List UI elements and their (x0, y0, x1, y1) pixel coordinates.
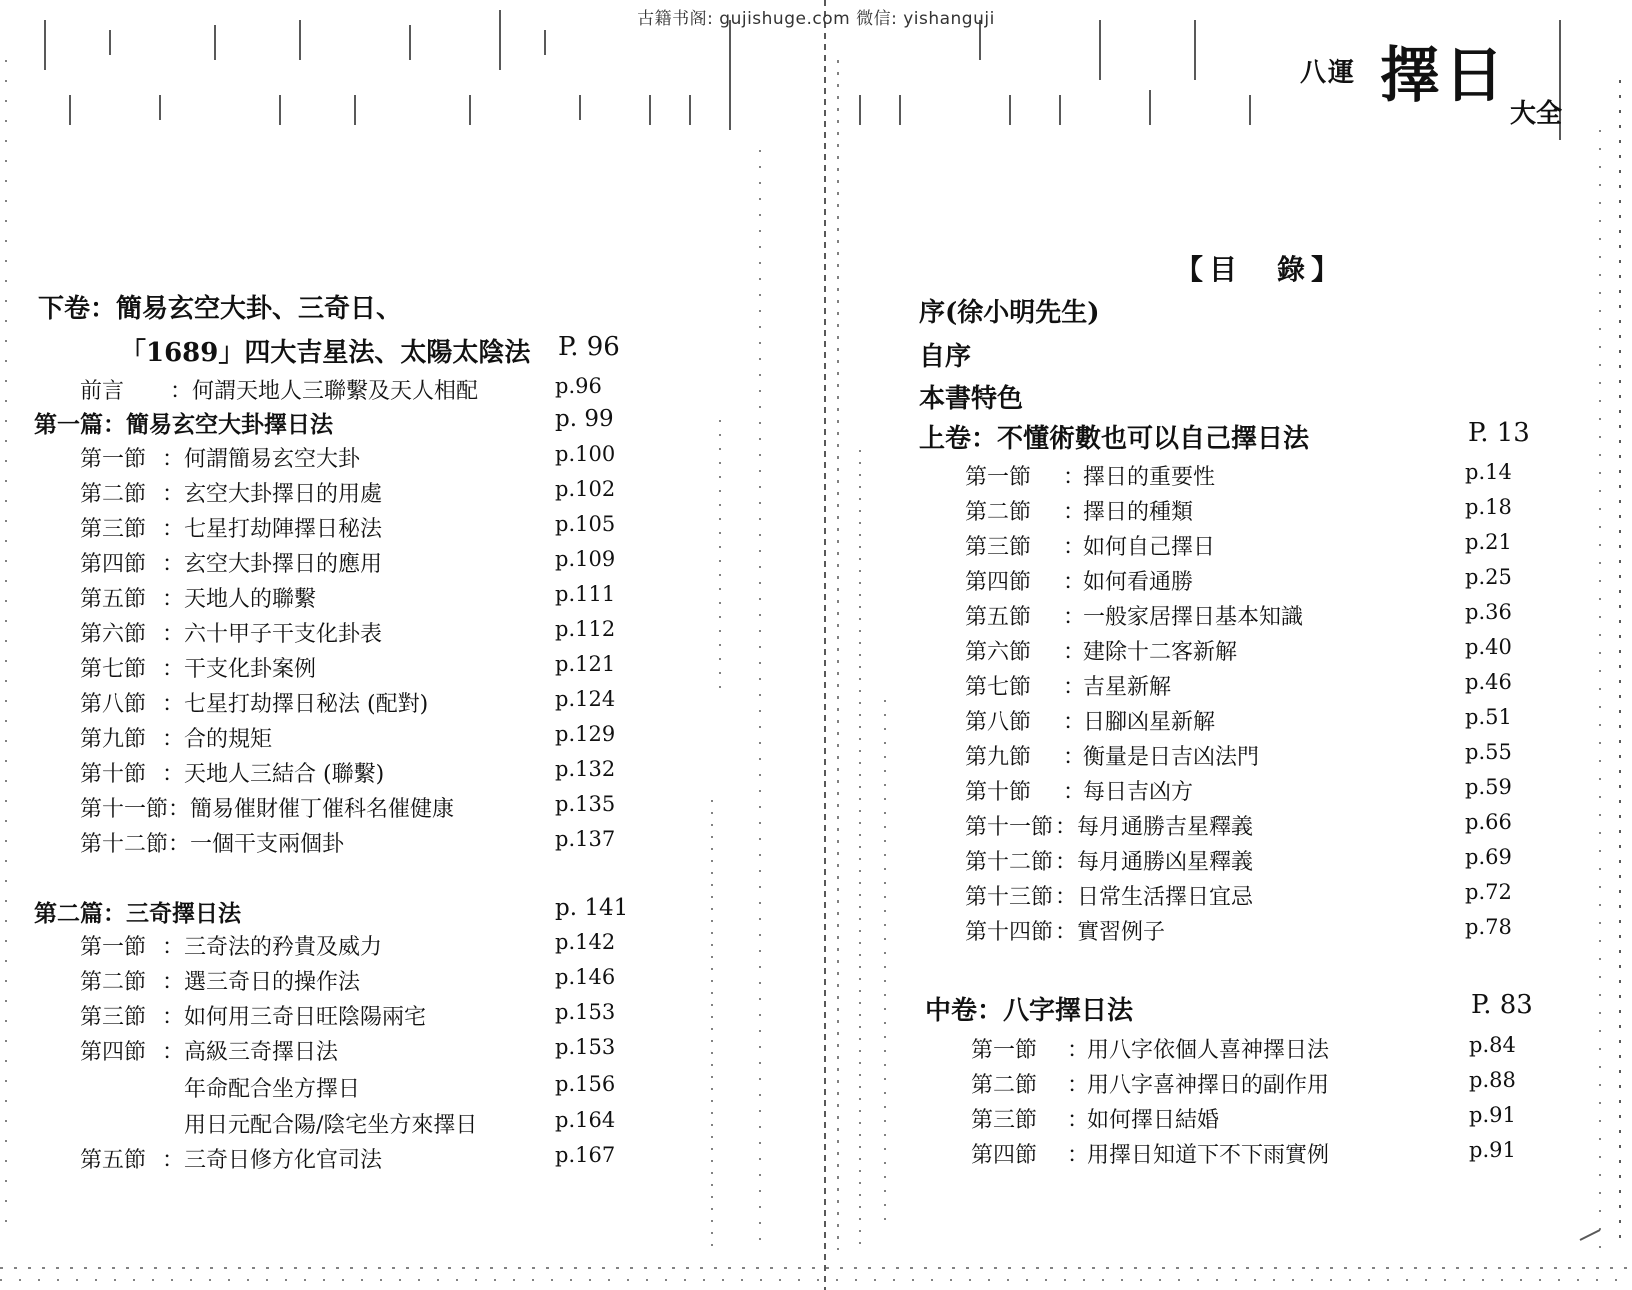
row-title: 如何看通勝 (1083, 570, 1194, 595)
watermark: 古籍书阁: gujishuge.com 微信: yishanguji (637, 9, 995, 29)
chapter1-page: p. 99 (555, 406, 614, 432)
row-title: 擇日的種類 (1083, 500, 1194, 525)
row-page: p.66 (1465, 810, 1512, 834)
row-colon: ： (1055, 885, 1078, 910)
row-page: p.14 (1465, 460, 1512, 484)
row-label: 第五節 (965, 605, 1032, 630)
row-label: 第五節 (80, 1148, 147, 1173)
chapter2-heading: 第二篇：三奇擇日法 (34, 900, 241, 927)
row-colon: ： (1063, 535, 1086, 560)
row-page: p.164 (555, 1108, 616, 1132)
row-colon: ： (162, 935, 185, 960)
row-label: 第二節 (80, 970, 147, 995)
row-colon: ： (162, 727, 185, 752)
row-label: 第十三節 (965, 885, 1054, 910)
row-label: 第六節 (80, 622, 147, 647)
row-label: 第八節 (80, 692, 147, 717)
row-label: 第二節 (80, 482, 147, 507)
row-colon: ： (162, 1005, 185, 1030)
row-page: p.51 (1465, 705, 1512, 729)
row-colon: ： (1067, 1038, 1090, 1063)
row-title: 實習例子 (1077, 920, 1166, 945)
row-colon: ： (162, 517, 185, 542)
left-page (30, 0, 650, 1290)
row-title: 天地人的聯繫 (184, 587, 317, 612)
row-title: 七星打劫陣擇日秘法 (184, 517, 383, 542)
row-page: p.40 (1465, 635, 1512, 659)
part-heading-line1: 下卷：簡易玄空大卦、三奇日、 (38, 294, 403, 324)
row-title: 每月通勝凶星釋義 (1077, 850, 1254, 875)
row-title: 年命配合坐方擇日 (184, 1077, 361, 1102)
row-page: p.91 (1469, 1103, 1516, 1127)
row-title: 干支化卦案例 (184, 657, 317, 682)
row-colon: ： (162, 552, 185, 577)
row-title: 高級三奇擇日法 (184, 1040, 339, 1065)
row-page: p.153 (555, 1000, 616, 1024)
row-label: 第七節 (80, 657, 147, 682)
row-page: p.59 (1465, 775, 1512, 799)
row-title: 如何自己擇日 (1083, 535, 1216, 560)
row-page: p.121 (555, 652, 616, 676)
row-colon: ： (162, 692, 185, 717)
toc-title: 【目 錄】 (1175, 253, 1346, 286)
row-page: p.69 (1465, 845, 1512, 869)
row-colon: ： (1055, 850, 1078, 875)
row-title: 玄空大卦擇日的應用 (184, 552, 383, 577)
row-colon: ： (1055, 815, 1078, 840)
row-page: p.135 (555, 792, 616, 816)
row-page: p.129 (555, 722, 616, 746)
row-page: p.105 (555, 512, 616, 536)
row-label: 第一節 (971, 1038, 1038, 1063)
row-title: 用八字喜神擇日的副作用 (1087, 1073, 1330, 1098)
row-colon: ： (162, 482, 185, 507)
part-heading-page: P. 96 (558, 332, 620, 362)
row-label: 第十四節 (965, 920, 1054, 945)
row-label: 第三節 (971, 1108, 1038, 1133)
row-page: p.46 (1465, 670, 1512, 694)
row-label: 第四節 (80, 552, 147, 577)
row-colon: ： (1063, 780, 1086, 805)
row-title: 建除十二客新解 (1083, 640, 1238, 665)
row-title: 吉星新解 (1083, 675, 1172, 700)
row-title: 衡量是日吉凶法門 (1083, 745, 1260, 770)
part-heading-line2 (120, 332, 530, 369)
row-colon: ： (168, 797, 191, 822)
row-label: 第九節 (80, 727, 147, 752)
row-page: p.142 (555, 930, 616, 954)
volume1-heading: 上卷：不懂術數也可以自己擇日法 (919, 424, 1310, 454)
row-colon: ： (1063, 640, 1086, 665)
row-page: p.91 (1469, 1138, 1516, 1162)
row-colon: ： (1063, 675, 1086, 700)
row-title: 何謂天地人三聯繫及天人相配 (192, 379, 479, 404)
row-title: 六十甲子干支化卦表 (184, 622, 383, 647)
row-title: 何謂簡易玄空大卦 (184, 447, 361, 472)
row-page: p.96 (555, 374, 602, 398)
row-title: 合的規矩 (184, 727, 273, 752)
row-page: p.102 (555, 477, 616, 501)
row-colon: ： (1067, 1073, 1090, 1098)
row-page: p.72 (1465, 880, 1512, 904)
row-label: 第八節 (965, 710, 1032, 735)
row-title: 如何用三奇日旺陰陽兩宅 (184, 1005, 427, 1030)
row-title: 每日吉凶方 (1083, 780, 1194, 805)
row-colon: ： (1063, 570, 1086, 595)
row-title: 天地人三結合 (聯繫) (184, 762, 385, 787)
row-page: p.137 (555, 827, 616, 851)
row-page: p.146 (555, 965, 616, 989)
row-page: p.109 (555, 547, 616, 571)
volume2-page: P. 83 (1471, 990, 1533, 1020)
front-matter-foreword: 序(徐小明先生) (919, 298, 1100, 328)
row-title: 三奇法的矜貴及威力 (184, 935, 383, 960)
right-page (915, 0, 1535, 1290)
row-colon: ： (162, 622, 185, 647)
row-label: 第四節 (965, 570, 1032, 595)
row-title: 一般家居擇日基本知識 (1083, 605, 1304, 630)
row-label: 第六節 (965, 640, 1032, 665)
row-label: 第十二節 (965, 850, 1054, 875)
row-label: 第四節 (971, 1143, 1038, 1168)
book-title-prefix: 八運 (1300, 58, 1357, 88)
row-title: 選三奇日的操作法 (184, 970, 361, 995)
row-page: p.18 (1465, 495, 1512, 519)
row-label: 第九節 (965, 745, 1032, 770)
row-label: 第七節 (965, 675, 1032, 700)
row-colon: ： (170, 379, 193, 404)
row-colon: ： (1067, 1143, 1090, 1168)
row-title: 如何擇日結婚 (1087, 1108, 1220, 1133)
row-label: 第一節 (80, 935, 147, 960)
row-colon: ： (162, 587, 185, 612)
row-label: 第十節 (80, 762, 147, 787)
row-label: 第二節 (971, 1073, 1038, 1098)
row-colon: ： (1055, 920, 1078, 945)
row-page: p.112 (555, 617, 616, 641)
volume1-page: P. 13 (1468, 418, 1530, 448)
row-colon: ： (1063, 605, 1086, 630)
row-page: p.132 (555, 757, 616, 781)
row-page: p.111 (555, 582, 616, 606)
row-title: 用八字依個人喜神擇日法 (1087, 1038, 1330, 1063)
row-page: p.156 (555, 1072, 616, 1096)
row-label: 第三節 (965, 535, 1032, 560)
row-title: 三奇日修方化官司法 (184, 1148, 383, 1173)
row-page: p.21 (1465, 530, 1512, 554)
row-page: p.153 (555, 1035, 616, 1059)
front-matter-features: 本書特色 (919, 384, 1024, 414)
book-title-main: 擇日 (1380, 41, 1508, 111)
row-page: p.55 (1465, 740, 1512, 764)
row-colon: ： (1067, 1108, 1090, 1133)
row-label: 第一節 (965, 465, 1032, 490)
row-colon: ： (1063, 745, 1086, 770)
volume2-heading: 中卷：八字擇日法 (925, 996, 1134, 1026)
row-colon: ： (162, 657, 185, 682)
row-colon: ： (162, 1040, 185, 1065)
row-colon: ： (1063, 710, 1086, 735)
row-title: 擇日的重要性 (1083, 465, 1216, 490)
row-colon: ： (162, 762, 185, 787)
chapter2-page: p. 141 (555, 895, 629, 921)
row-label: 第十二節 (80, 832, 169, 857)
row-colon: ： (168, 832, 191, 857)
row-page: p.78 (1465, 915, 1512, 939)
book-title-suffix: 大全 (1510, 99, 1563, 129)
row-page: p.167 (555, 1143, 616, 1167)
row-title: 日腳凶星新解 (1083, 710, 1216, 735)
row-colon: ： (1063, 500, 1086, 525)
row-title: 用日元配合陽/陰宅坐方來擇日 (184, 1113, 478, 1138)
row-label: 第三節 (80, 1005, 147, 1030)
part-heading-line2-text: 「1689」四大吉星法、太陽太陰法 (120, 338, 531, 368)
row-label: 第十一節 (965, 815, 1054, 840)
row-page: p.88 (1469, 1068, 1516, 1092)
row-page: p.36 (1465, 600, 1512, 624)
row-page: p.100 (555, 442, 616, 466)
row-label: 第四節 (80, 1040, 147, 1065)
row-title: 每月通勝吉星釋義 (1077, 815, 1254, 840)
row-label: 第五節 (80, 587, 147, 612)
row-title: 日常生活擇日宜忌 (1077, 885, 1254, 910)
chapter1-heading: 第一篇：簡易玄空大卦擇日法 (34, 411, 333, 438)
row-label: 第一節 (80, 447, 147, 472)
row-colon: ： (162, 447, 185, 472)
row-page: p.124 (555, 687, 616, 711)
row-colon: ： (162, 1148, 185, 1173)
row-label: 第十一節 (80, 797, 169, 822)
front-matter-preface: 自序 (919, 342, 972, 372)
row-page: p.84 (1469, 1033, 1516, 1057)
row-page: p.25 (1465, 565, 1512, 589)
row-title: 七星打劫擇日秘法 (配對) (184, 692, 429, 717)
row-label: 第十節 (965, 780, 1032, 805)
row-label: 第三節 (80, 517, 147, 542)
row-label: 前言 (80, 379, 125, 404)
row-colon: ： (162, 970, 185, 995)
row-title: 簡易催財催丁催科名催健康 (190, 797, 455, 822)
row-title: 玄空大卦擇日的用處 (184, 482, 383, 507)
row-label: 第二節 (965, 500, 1032, 525)
row-title: 用擇日知道下不下雨實例 (1087, 1143, 1330, 1168)
row-colon: ： (1063, 465, 1086, 490)
row-title: 一個干支兩個卦 (190, 832, 345, 857)
